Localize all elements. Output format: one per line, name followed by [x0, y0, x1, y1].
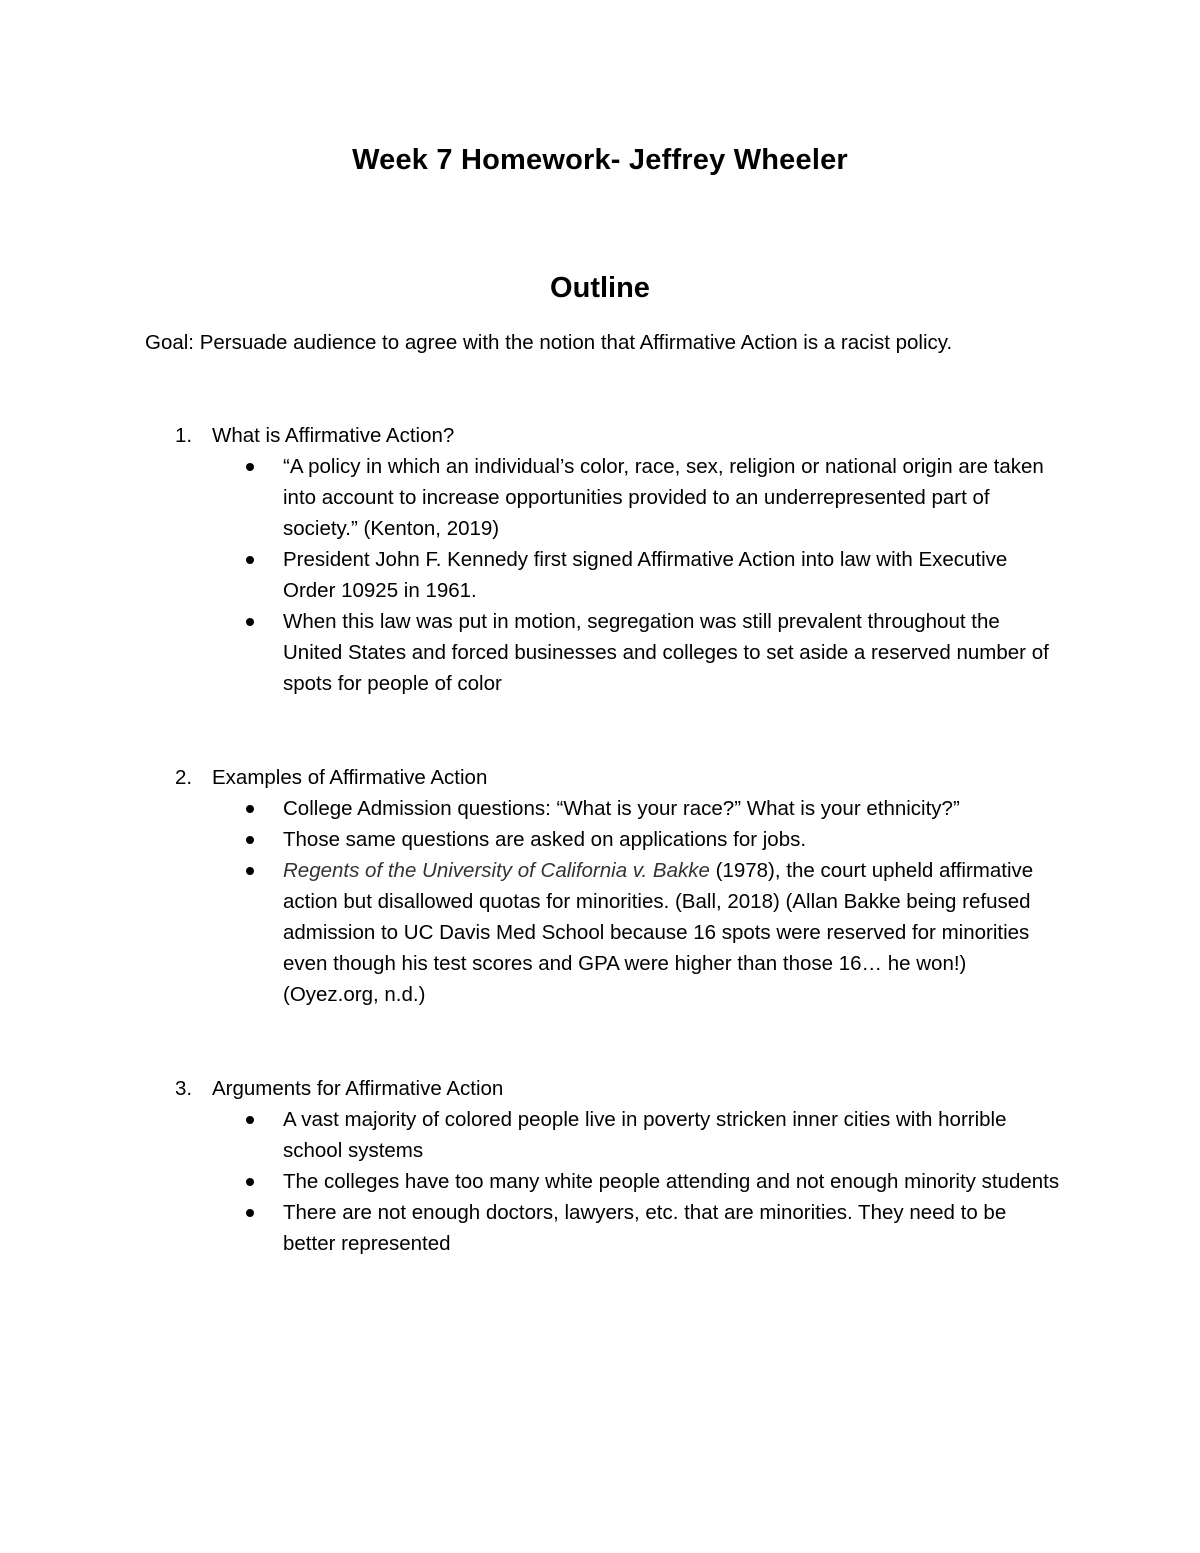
bullet-list [0, 1104, 1200, 1259]
bullet-text: A vast majority of colored people live in poverty stricken inner cities with horrible school systems [283, 1108, 1007, 1162]
bullet-list [0, 793, 1200, 1010]
goal-statement: Goal: Persuade audience to agree with the notion that Affirmative Action is a racist policy. [145, 331, 953, 354]
bullet-icon [246, 836, 254, 844]
bullet-text: College Admission questions: “What is your race?” What is your ethnicity?” [283, 797, 960, 820]
bullet-icon [246, 1116, 254, 1124]
bullet-icon [246, 556, 254, 564]
bullet-text: There are not enough doctors, lawyers, etc. that are minorities. They need to be better represented [283, 1201, 1007, 1255]
bullet-icon [246, 618, 254, 626]
bullet-icon [246, 463, 254, 471]
bullet-item [0, 855, 1063, 1010]
bullet-text: The colleges have too many white people attending and not enough minority students [283, 1170, 1060, 1193]
bullet-text: Those same questions are asked on applications for jobs. [283, 828, 807, 851]
document-title: Week 7 Homework- Jeffrey Wheeler [352, 144, 848, 176]
section-number: 1. [175, 424, 193, 447]
section-title: What is Affirmative Action? [212, 424, 455, 447]
bullet-item [0, 1104, 1063, 1166]
bullet-icon [246, 867, 254, 875]
case-name: Regents of the University of California v. Bakke [283, 859, 710, 882]
bullet-icon [246, 805, 254, 813]
section-title: Arguments for Affirmative Action [212, 1077, 504, 1100]
section-number: 2. [175, 766, 193, 789]
section-number: 3. [175, 1077, 193, 1100]
bullet-item [0, 793, 1063, 824]
bullet-text: When this law was put in motion, segregation was still prevalent throughout the United States and forced businesses and colleges to set aside a reserved number of spots for people of color [283, 610, 1049, 695]
bullet-item [0, 824, 1063, 855]
bullet-item [0, 451, 1063, 544]
bullet-item [0, 1197, 1063, 1259]
outline-heading: Outline [550, 272, 650, 304]
section-title: Examples of Affirmative Action [212, 766, 488, 789]
bullet-text: “A policy in which an individual’s color, race, sex, religion or national origin are taken into account to increase opportunities provided to an underrepresented part of society.” (Kenton, 2019) [283, 455, 1044, 540]
bullet-icon [246, 1209, 254, 1217]
bullet-item [0, 1166, 1063, 1197]
bullet-text: (1978), the court upheld affirmative action but disallowed quotas for minorities. (Ball, 2018) (Allan Bakke being refused admission to UC Davis Med School because 16 spots were reserved for minorities even though his test scores and GPA were higher than those 16… he won!) (Oyez.org, n.d.) [283, 859, 1034, 1006]
bullet-text: President John F. Kennedy first signed Affirmative Action into law with Executive Order 10925 in 1961. [283, 548, 1008, 602]
bullet-list [0, 451, 1200, 699]
bullet-icon [246, 1178, 254, 1186]
bullet-item [0, 606, 1063, 699]
bullet-item [0, 544, 1063, 606]
